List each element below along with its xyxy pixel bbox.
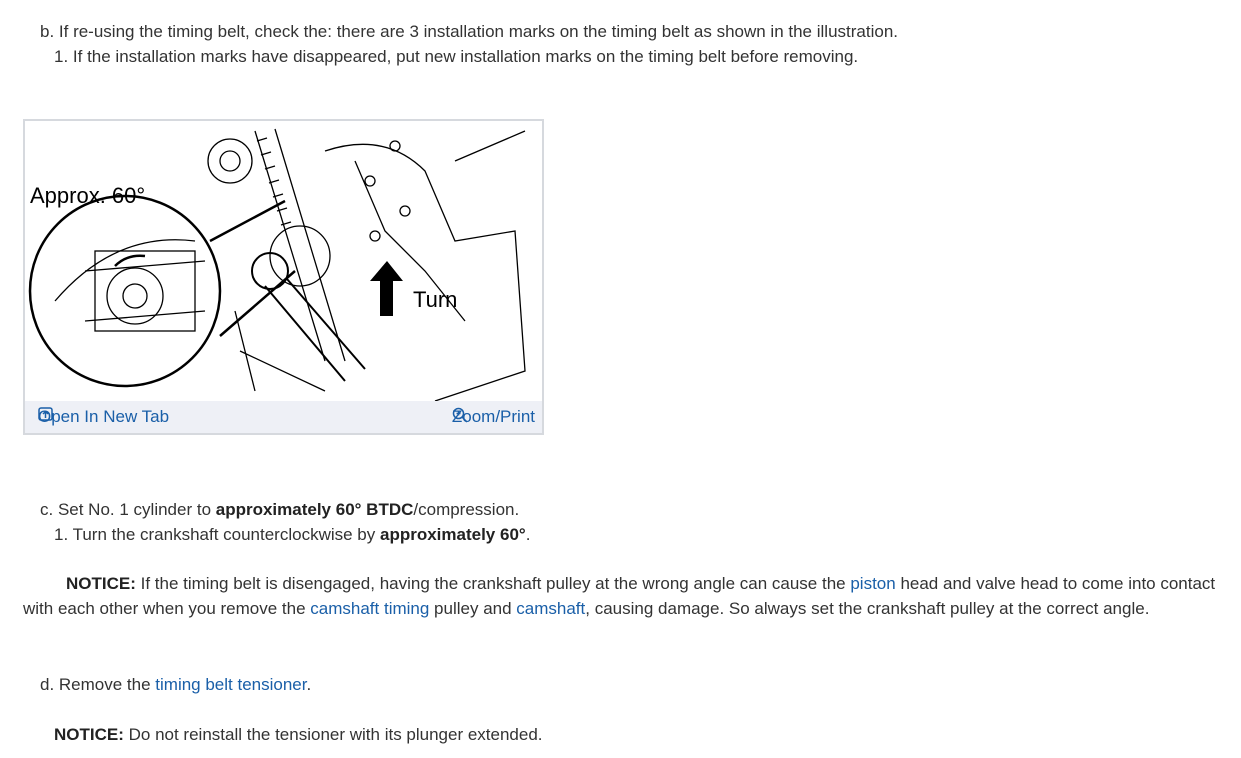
notice-label: NOTICE:	[66, 574, 136, 593]
zoom-print-label: Zoom/Print	[451, 407, 535, 426]
timing-belt-illustration	[23, 119, 544, 435]
notice-paragraph-1	[23, 571, 1223, 621]
step-c-suffix: /compression.	[413, 500, 520, 519]
turn-label: Turn	[413, 287, 458, 312]
camshaft-link[interactable]: camshaft	[516, 599, 586, 618]
step-c-sub1-text	[54, 524, 530, 546]
notice-paragraph-2	[54, 724, 543, 746]
step-d-suffix: .	[306, 675, 312, 694]
step-c-sub1-prefix: 1. Turn the crankshaft counterclockwise by	[54, 525, 380, 544]
notice-label: NOTICE:	[54, 725, 124, 744]
figure-toolbar	[25, 401, 542, 433]
piston-link[interactable]: piston	[850, 574, 896, 593]
notice-text: Do not reinstall the tensioner with its plunger extended.	[123, 725, 543, 744]
camshaft-timing-link[interactable]: camshaft timing	[310, 599, 430, 618]
approx-angle-label: Approx. 60°	[30, 183, 146, 208]
open-in-new-tab-label: Open In New Tab	[38, 407, 170, 426]
notice-text: If the timing belt is disengaged, having the crankshaft pulley at the wrong angle can cause the	[135, 574, 851, 593]
timing-belt-tensioner-link[interactable]: timing belt tensioner	[155, 675, 307, 694]
notice-text: , causing damage. So always set the crankshaft pulley at the correct angle.	[585, 599, 1150, 618]
step-c-prefix: c. Set No. 1 cylinder to	[40, 500, 216, 519]
step-b-sub1-text: 1. If the installation marks have disappeared, put new installation marks on the timing belt before removing.	[54, 47, 859, 66]
step-d-text	[40, 674, 311, 696]
step-c-text	[40, 499, 519, 521]
step-c-sub1-suffix: .	[525, 525, 531, 544]
magnifier-circle	[30, 196, 220, 386]
step-c-sub1-bold: approximately 60°	[380, 525, 526, 544]
turn-arrow-icon	[370, 261, 403, 316]
zoom-print-link[interactable]	[452, 407, 535, 427]
step-c-bold: approximately 60° BTDC	[215, 500, 414, 519]
step-d-prefix: d. Remove the	[40, 675, 156, 694]
open-in-new-tab-link[interactable]	[38, 407, 169, 427]
step-b-text: b. If re-using the timing belt, check the: there are 3 installation marks on the timing belt as shown in the illustration.	[40, 22, 898, 41]
engine-diagram-image	[25, 121, 542, 403]
notice-text: pulley and	[429, 599, 517, 618]
notice-text: head and valve head to come into contact with each other when you remove the	[23, 574, 1216, 618]
open-tab-icon	[38, 407, 53, 421]
zoom-icon	[452, 407, 468, 423]
